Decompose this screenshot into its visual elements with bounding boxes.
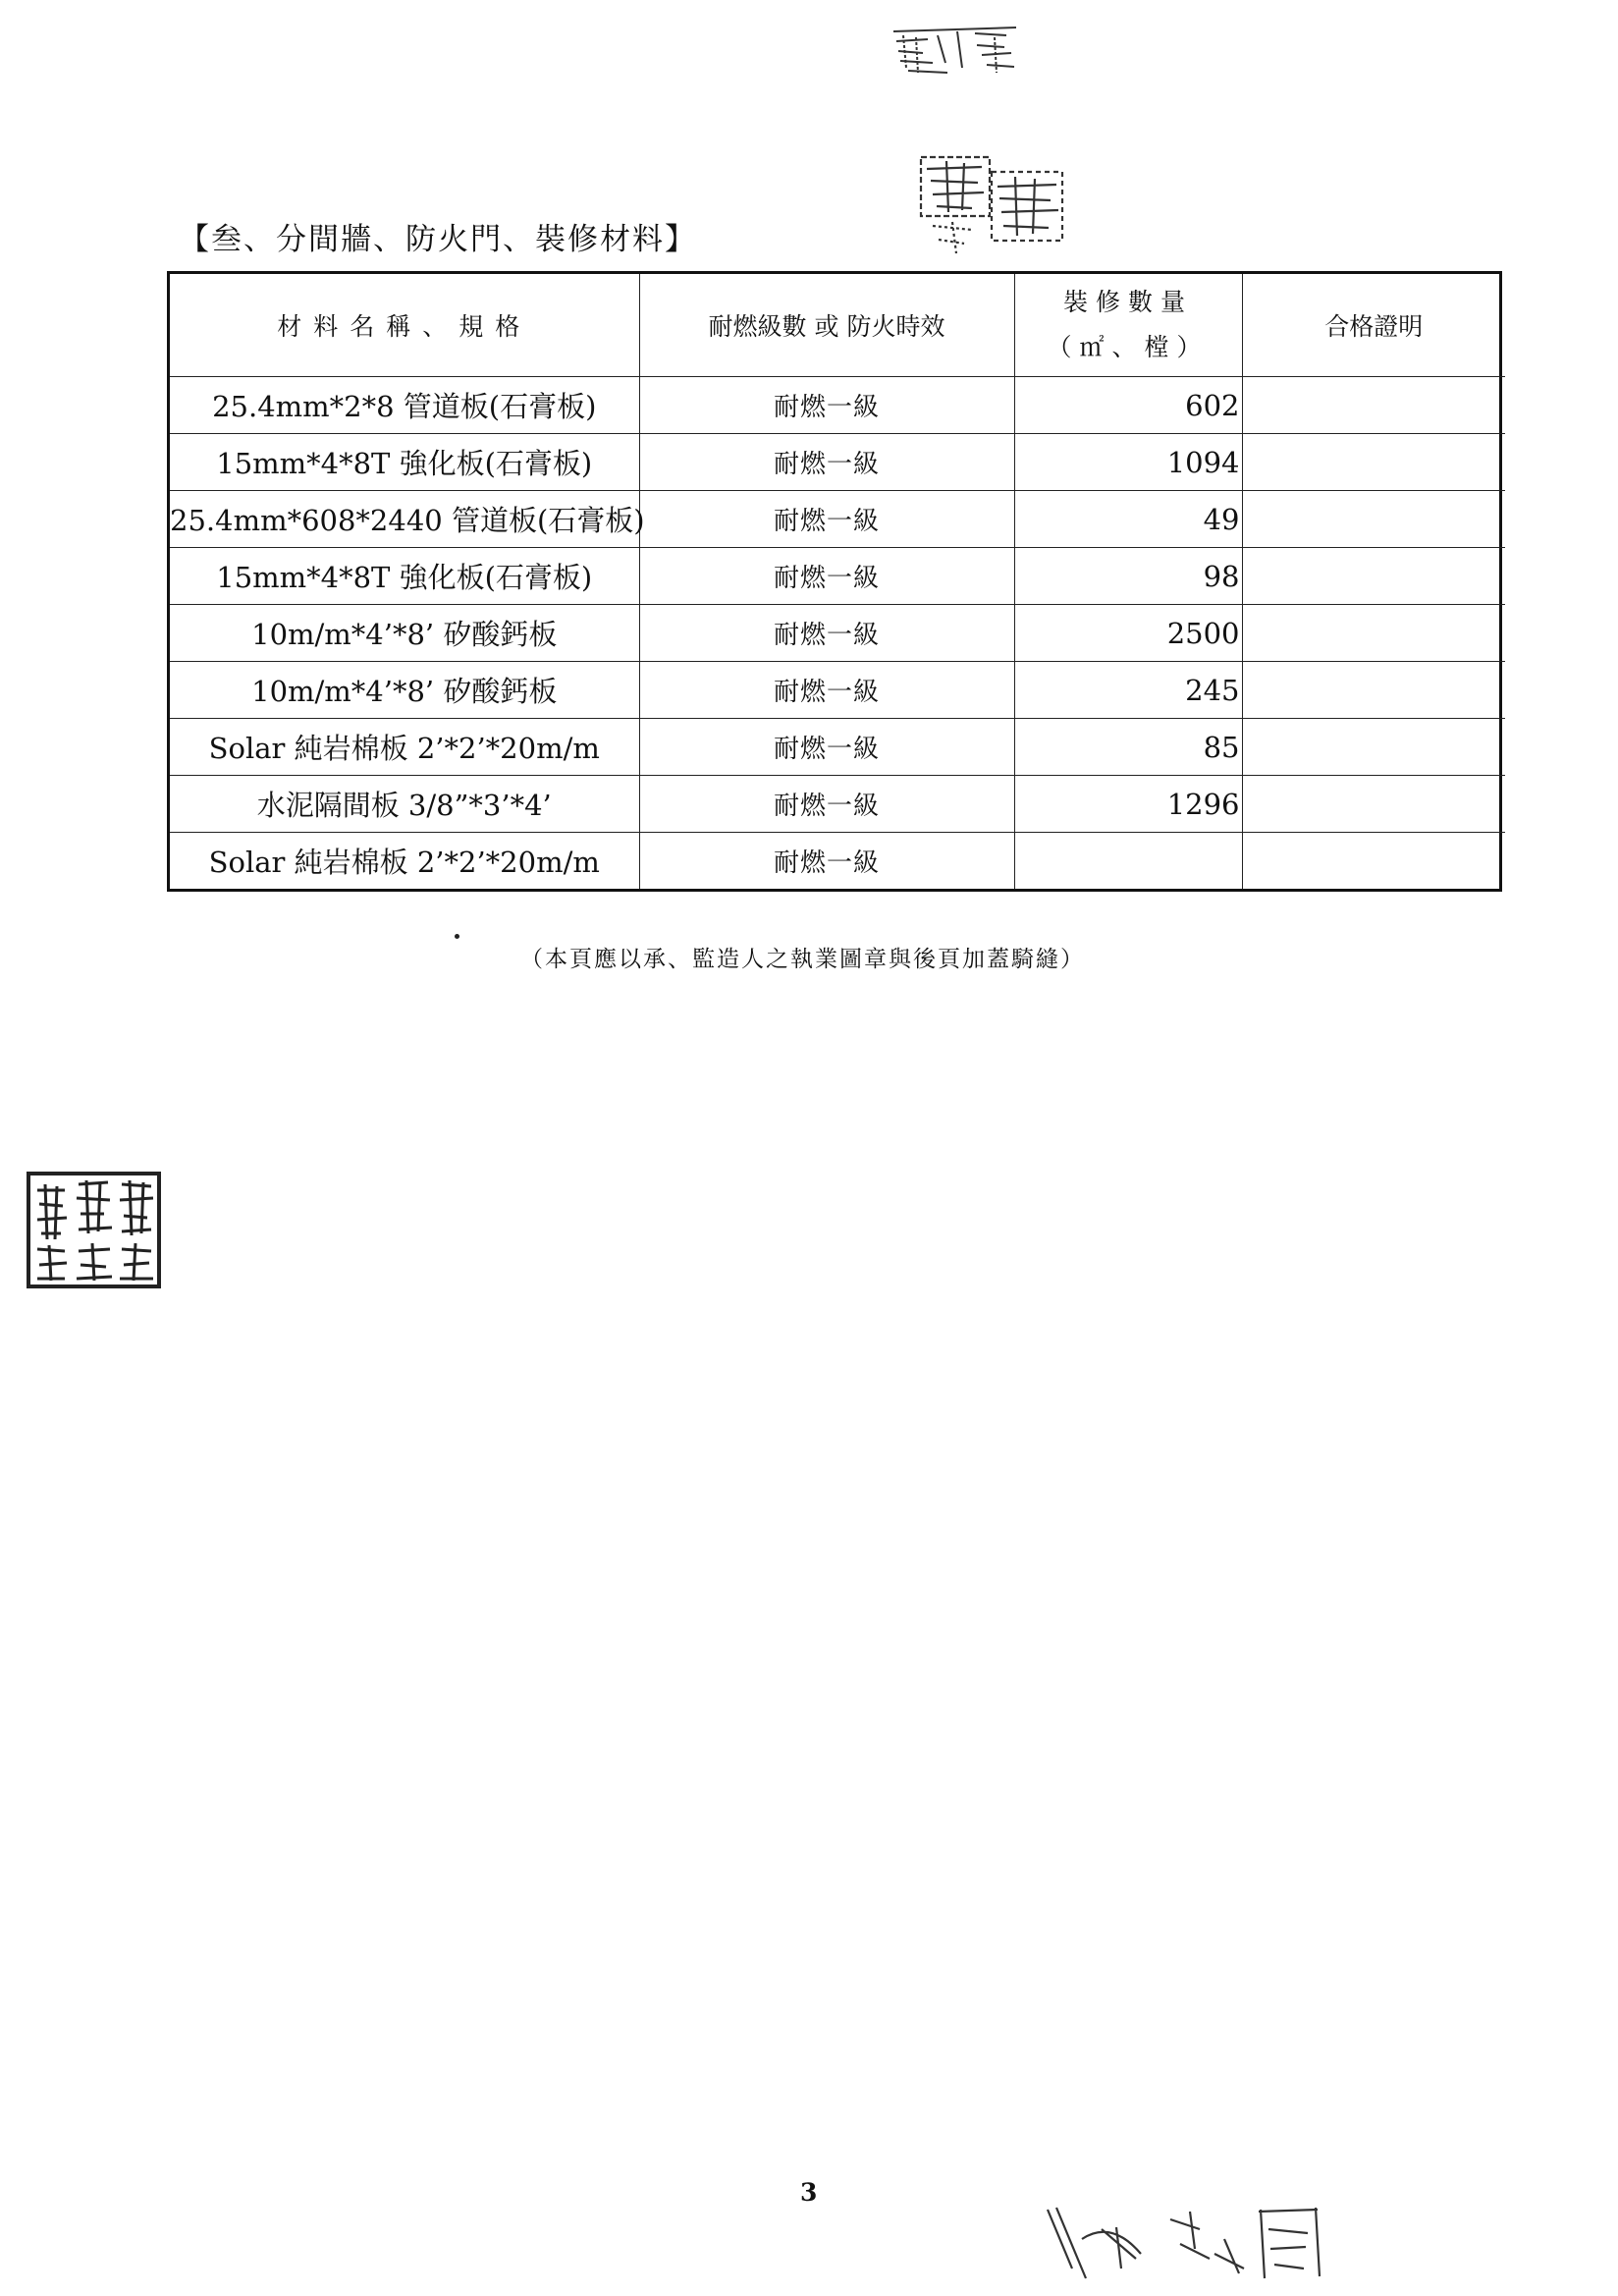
cell-certificate bbox=[1242, 662, 1505, 719]
table-row bbox=[170, 434, 1505, 491]
cell-certificate bbox=[1242, 605, 1505, 662]
cell-material-name: 水泥隔間板 3/8”*3’*4’ bbox=[170, 776, 639, 833]
cell-certificate bbox=[1242, 776, 1505, 833]
seal-stamp-icon bbox=[913, 147, 1070, 265]
cell-quantity: 85 bbox=[1014, 719, 1242, 776]
cell-certificate bbox=[1242, 548, 1505, 605]
cell-quantity: 2500 bbox=[1014, 605, 1242, 662]
cell-material-name: 10m/m*4’*8’ 矽酸鈣板 bbox=[170, 662, 639, 719]
cell-quantity: 1296 bbox=[1014, 776, 1242, 833]
seal-stamp-icon bbox=[26, 1171, 163, 1290]
cell-fire-grade: 耐燃一級 bbox=[639, 776, 1014, 833]
section-title: 【叁、分間牆、防火門、裝修材料】 bbox=[179, 222, 697, 257]
table-row bbox=[170, 662, 1505, 719]
table-row bbox=[170, 548, 1505, 605]
cell-fire-grade: 耐燃一級 bbox=[639, 491, 1014, 548]
header-certificate: 合格證明 bbox=[1242, 274, 1505, 377]
cell-certificate bbox=[1242, 434, 1505, 491]
cell-material-name: 15mm*4*8T 強化板(石膏板) bbox=[170, 548, 639, 605]
cell-fire-grade: 耐燃一級 bbox=[639, 719, 1014, 776]
cell-quantity: 98 bbox=[1014, 548, 1242, 605]
cell-quantity: 49 bbox=[1014, 491, 1242, 548]
table-header-row bbox=[170, 274, 1505, 377]
seal-stamp-icon bbox=[1043, 2200, 1327, 2288]
header-quantity-line2: （㎡、樘） bbox=[1047, 333, 1210, 361]
cell-fire-grade: 耐燃一級 bbox=[639, 605, 1014, 662]
cell-fire-grade: 耐燃一級 bbox=[639, 377, 1014, 434]
cell-fire-grade: 耐燃一級 bbox=[639, 662, 1014, 719]
header-quantity-line1: 裝修數量 bbox=[1062, 288, 1193, 316]
cell-quantity bbox=[1014, 833, 1242, 890]
cell-material-name: 25.4mm*608*2440 管道板(石膏板) bbox=[170, 491, 639, 548]
table-row bbox=[170, 776, 1505, 833]
cell-fire-grade: 耐燃一級 bbox=[639, 833, 1014, 890]
seal-stamp-icon bbox=[889, 24, 1026, 82]
cell-certificate bbox=[1242, 833, 1505, 890]
cell-quantity: 1094 bbox=[1014, 434, 1242, 491]
cell-material-name: 15mm*4*8T 強化板(石膏板) bbox=[170, 434, 639, 491]
cell-fire-grade: 耐燃一級 bbox=[639, 548, 1014, 605]
cell-certificate bbox=[1242, 719, 1505, 776]
table-row bbox=[170, 833, 1505, 890]
table-row bbox=[170, 605, 1505, 662]
cell-material-name: 10m/m*4’*8’ 矽酸鈣板 bbox=[170, 605, 639, 662]
cell-certificate bbox=[1242, 377, 1505, 434]
cell-quantity: 245 bbox=[1014, 662, 1242, 719]
cell-material-name: 25.4mm*2*8 管道板(石膏板) bbox=[170, 377, 639, 434]
table-row bbox=[170, 719, 1505, 776]
header-fire-grade: 耐燃級數 或 防火時效 bbox=[639, 274, 1014, 377]
materials-table bbox=[167, 271, 1502, 892]
cell-material-name: Solar 純岩棉板 2’*2’*20m/m bbox=[170, 719, 639, 776]
page-number: 3 bbox=[800, 2178, 818, 2207]
header-quantity bbox=[1014, 274, 1242, 377]
cell-material-name: Solar 純岩棉板 2’*2’*20m/m bbox=[170, 833, 639, 890]
cell-certificate bbox=[1242, 491, 1505, 548]
header-material-name: 材料名稱、規格 bbox=[170, 274, 639, 377]
table-row bbox=[170, 377, 1505, 434]
table-row bbox=[170, 491, 1505, 548]
cell-fire-grade: 耐燃一級 bbox=[639, 434, 1014, 491]
footnote: （本頁應以承、監造人之執業圖章與後頁加蓋騎縫） bbox=[520, 947, 1085, 972]
ink-dot bbox=[455, 934, 459, 939]
cell-quantity: 602 bbox=[1014, 377, 1242, 434]
